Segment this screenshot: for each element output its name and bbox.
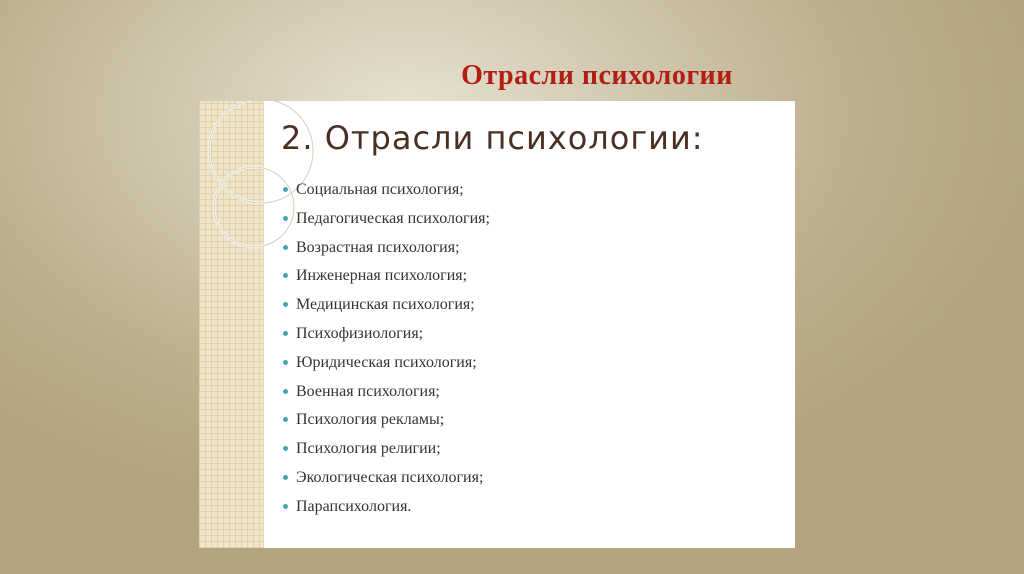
- card-heading: 2. Отрасли психологии:: [281, 119, 704, 157]
- psychology-branches-list: [283, 179, 490, 525]
- bullet-icon: [283, 216, 288, 221]
- list-item: [283, 323, 490, 352]
- list-item: [283, 265, 490, 294]
- list-item-text: Медицинская психология;: [296, 296, 475, 314]
- list-item-text: Военная психология;: [296, 382, 440, 400]
- list-item: [283, 179, 490, 208]
- list-item: [283, 496, 490, 525]
- bullet-icon: [283, 446, 288, 451]
- list-item-text: Психология рекламы;: [296, 411, 445, 429]
- bullet-icon: [283, 504, 288, 509]
- bullet-icon: [283, 389, 288, 394]
- list-item: [283, 438, 490, 467]
- list-item-text: Психология религии;: [296, 440, 441, 458]
- list-item: [283, 352, 490, 381]
- list-item-text: Возрастная психология;: [296, 238, 460, 256]
- slide-title: Отрасли психологии: [461, 60, 733, 91]
- list-item-text: Парапсихология.: [296, 497, 412, 515]
- bullet-icon: [283, 302, 288, 307]
- list-item-text: Юридическая психология;: [296, 353, 477, 371]
- list-item-text: Педагогическая психология;: [296, 209, 490, 227]
- list-item-text: Экологическая психология;: [296, 468, 484, 486]
- list-item-text: Психофизиология;: [296, 324, 424, 342]
- list-item: [283, 381, 490, 410]
- bullet-icon: [283, 417, 288, 422]
- list-item: [283, 208, 490, 237]
- list-item: [283, 237, 490, 266]
- bullet-icon: [283, 331, 288, 336]
- bullet-icon: [283, 187, 288, 192]
- bullet-icon: [283, 245, 288, 250]
- content-card: [199, 101, 795, 548]
- list-item-text: Социальная психология;: [296, 181, 464, 198]
- list-item: [283, 467, 490, 496]
- list-item-text: Инженерная психология;: [296, 267, 468, 285]
- bullet-icon: [283, 273, 288, 278]
- bullet-icon: [283, 360, 288, 365]
- list-item: [283, 294, 490, 323]
- bullet-icon: [283, 475, 288, 480]
- list-item: [283, 409, 490, 438]
